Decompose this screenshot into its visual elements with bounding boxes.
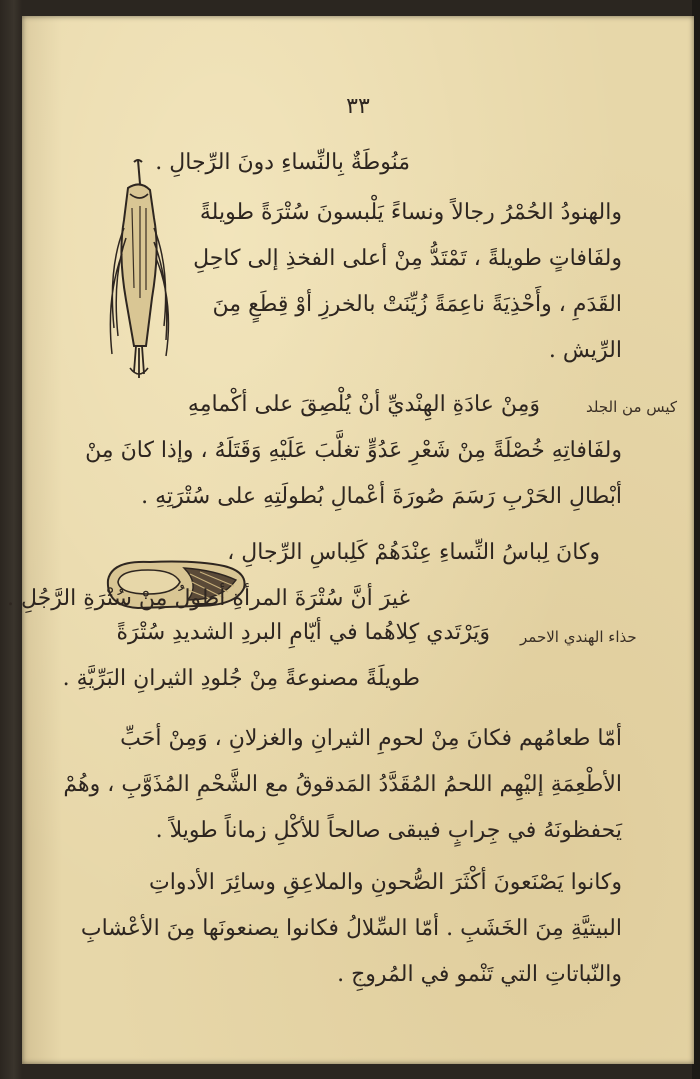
paragraph-2-line-1: والهنودُ الحُمْرُ رجالاً ونساءً يَلْبسونَ سُتْرَةً طويلةً: [199, 200, 622, 225]
paragraph-4-line-1: وكانَ لِباسُ النِّساءِ عِنْدَهُمْ كَلِباسِ الرِّجالِ ،: [227, 540, 600, 565]
paragraph-3-line-1: وَمِنْ عادَةِ الهِنْديِّ أنْ يُلْصِقَ على أكْمامِهِ: [187, 392, 540, 417]
paragraph-5-line-1: أمّا طعامُهم فكانَ مِنْ لحومِ الثيرانِ والغزلانِ ، وَمِنْ أحَبِّ: [120, 726, 622, 751]
paragraph-5-line-3: يَحفظونَهُ في جِرابٍ فيبقى صالحاً للأكْلِ زماناً طويلاً .: [155, 818, 622, 843]
shoe-caption: حذاء الهندي الاحمر: [520, 628, 637, 646]
paragraph-2-line-2: ولفَافاتٍ طويلةً ، تَمْتَدُّ مِنْ أعلى الفخذِ إلى كاحِلِ: [193, 246, 622, 271]
paragraph-1-line-1: مَنُوطَةٌ بِالنِّساءِ دونَ الرِّجالِ .: [155, 150, 410, 175]
paragraph-2-line-4: الرِّيش .: [548, 338, 622, 363]
paragraph-6-line-2: البيتيَّةِ مِنَ الخَشَبِ . أمّا السِّلالُ فكانوا يصنعونَها مِنَ الأعْشابِ: [80, 916, 622, 941]
leather-pouch-figure: [104, 158, 176, 380]
pouch-caption: كيس من الجلد: [586, 398, 678, 416]
page-number: ٣٣: [346, 94, 370, 119]
paragraph-4-line-2: غيرَ أنَّ سُتْرَةَ المرأةِ أطولُ مِنْ سُتْرَةِ الرَّجُلِ .: [7, 586, 410, 611]
paragraph-3-line-3: أبْطالِ الحَرْبِ رَسَمَ صُورَةَ أعْمالِ بُطولَتِهِ على سُتْرَتِهِ .: [141, 484, 622, 509]
paragraph-6-line-1: وكانوا يَصْنَعونَ أكْثَرَ الصُّحونِ والملاعِقِ وسائِرَ الأدواتِ: [149, 870, 622, 895]
paragraph-2-line-3: القَدَمِ ، وأَحْذِيَةً ناعِمَةً زُيِّنَتْ بالخرزِ أوْ قِطَعٍ مِنَ: [212, 292, 622, 317]
paragraph-5-line-2: الأطْعِمَةِ إليْهِم اللحمُ المُقَدَّدُ المَدقوقُ مع الشَّحْمِ المُذَوَّبِ ، وهُمْ: [63, 772, 622, 797]
paragraph-6-line-3: والنّباتاتِ التي تَنْمو في المُروجِ .: [337, 962, 622, 987]
paragraph-4-line-4: طويلَةً مصنوعةً مِنْ جُلودِ الثيرانِ البَرِّيَّةِ .: [62, 666, 420, 691]
paragraph-3-line-2: ولفَافاتِهِ خُصْلَةً مِنْ شَعْرِ عَدُوٍّ تغلَّبَ عَلَيْهِ وَقَتَلَهُ ، وإذا كانَ مِنْ: [85, 438, 622, 463]
paragraph-4-line-3: وَيَرْتَدي كِلاهُما في أيّامِ البردِ الشديدِ سُتْرَةً: [116, 620, 490, 645]
